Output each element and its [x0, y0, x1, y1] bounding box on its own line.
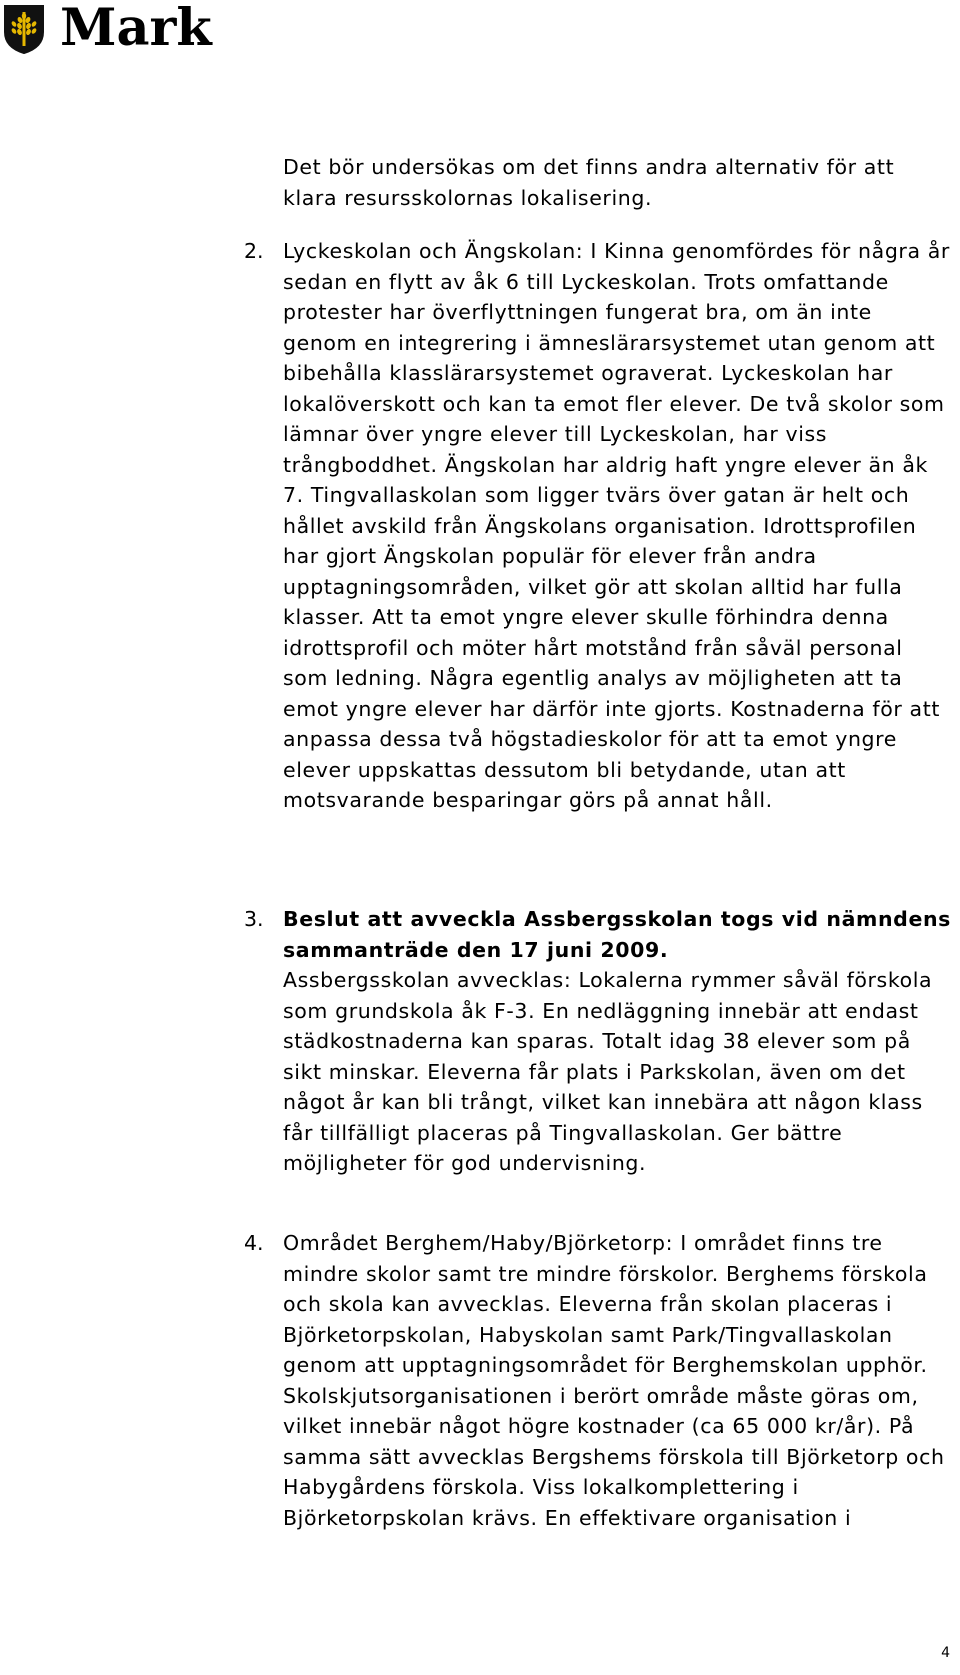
- list-item-number: 4.: [244, 1231, 264, 1255]
- logo-wordmark: Mark: [60, 0, 212, 58]
- page-number: 4: [941, 1645, 950, 1661]
- list-item-body: Assbergsskolan avvecklas: Lokalerna rymmer såväl förskola som grundskola åk F-3. En nedläggning innebär att endast städkostnaderna kan sparas. Totalt idag 38 elever som på sikt minskar. Eleverna får plats i Parkskolan, även om det något år kan bli trångt, vilket kan innebära att någon klass får tillfälligt placeras på Tingvallaskolan. Ger bättre möjligheter för god undervisning.: [283, 968, 933, 1175]
- list-item-number: 2.: [244, 239, 264, 263]
- list-item-text: [283, 904, 953, 1179]
- municipal-coat-of-arms-icon: [2, 4, 46, 54]
- list-item-bold-lead: Beslut att avveckla Assbergsskolan togs vid nämndens sammanträde den 17 juni 2009.: [283, 907, 951, 962]
- list-item-text: [283, 236, 953, 816]
- list-item-number: 3.: [244, 907, 264, 931]
- intro-paragraph: Det bör undersökas om det finns andra alternativ för att klara resursskolornas lokalisering.: [283, 155, 895, 210]
- list-item-body: Lyckeskolan och Ängskolan: I Kinna genomfördes för några år sedan en flytt av åk 6 till Lyckeskolan. Trots omfattande protester har överflyttningen fungerat bra, om än inte genom en integrering i ämneslärarsystemet utan genom att bibehålla klasslärarsystemet ograverat. Lyckeskolan har lokalöverskott och kan ta emot fler elever. De två skolor som lämnar över yngre elever till Lyckeskolan, har viss trångboddhet. Ängskolan har aldrig haft yngre elever än åk 7. Tingvallaskolan som ligger tvärs över gatan är helt och hållet avskild från Ängskolans organisation. Idrottsprofilen har gjort Ängskolan populär för elever från andra upptagningsområden, vilket gör att skolan alltid har fulla klasser. Att ta emot yngre elever skulle förhindra denna idrottsprofil och möter hårt motstånd från såväl personal som ledning. Några egentlig analys av möjligheten att ta emot yngre elever har därför inte gjorts. Kostnaderna för att anpassa dessa två högstadieskolor för att ta emot yngre elever uppskattas dessutom bli betydande, utan att motsvarande besparingar görs på annat håll.: [283, 239, 950, 812]
- list-item-text: [283, 1228, 953, 1533]
- list-item-body: Området Berghem/Haby/Björketorp: I området finns tre mindre skolor samt tre mindre förskolor. Berghems förskola och skola kan avvecklas. Eleverna från skolan placeras i Björketorpskolan, Habyskolan samt Park/Tingvallaskolan genom att upptagningsområdet för Berghemskolan upphör. Skolskjutsorganisationen i berört område måste göras om, vilket innebär något högre kostnader (ca 65 000 kr/år). På samma sätt avvecklas Bergshems förskola till Björketorp och Habygårdens förskola. Viss lokalkomplettering i Björketorpskolan krävs. En effektivare organisation i: [283, 1231, 945, 1530]
